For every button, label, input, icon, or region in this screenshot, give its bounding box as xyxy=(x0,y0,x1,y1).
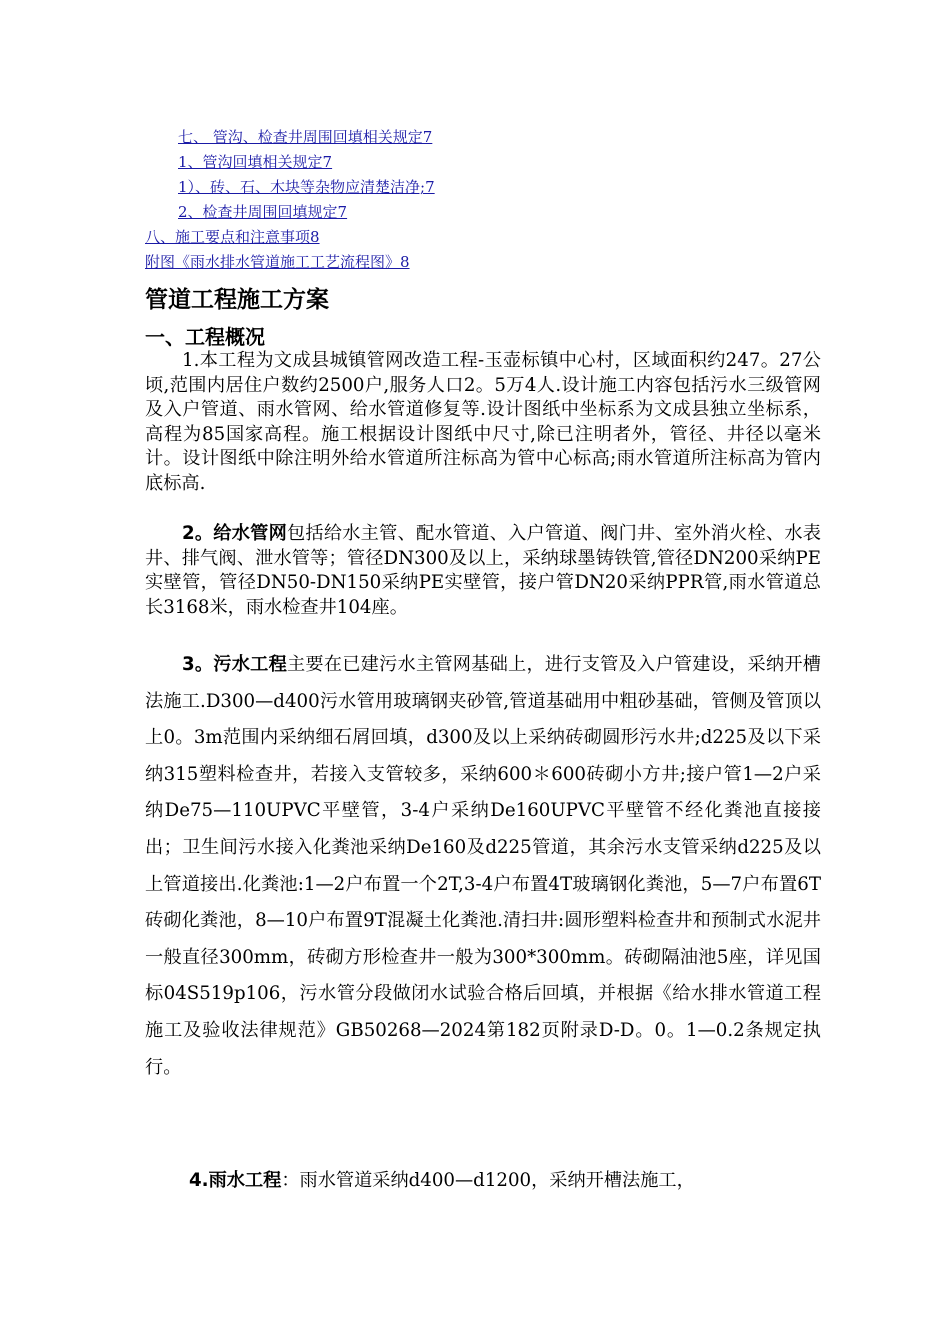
paragraph-rainwater-text: ：雨水管道采纳d400—d1200，采纳开槽法施工， xyxy=(281,1170,695,1191)
paragraph-water-supply-lead: 2。给水管网 xyxy=(182,523,287,544)
paragraph-overview xyxy=(145,349,821,496)
toc-entry-7-1[interactable]: 1、管沟回填相关规定7 xyxy=(178,153,333,171)
paragraph-sewage-lead: 3。污水工程 xyxy=(182,654,287,675)
paragraph-water-supply xyxy=(145,522,821,620)
paragraph-rainwater-lead: 4.雨水工程 xyxy=(189,1170,282,1191)
toc-entry-8[interactable]: 八、施工要点和注意事项8 xyxy=(145,228,320,246)
toc-entry-7-1-1[interactable]: 1）、砖、石、木块等杂物应清楚洁净;7 xyxy=(178,178,435,196)
paragraph-sewage-text: 主要在已建污水主管网基础上，进行支管及入户管建设，采纳开槽法施工.D300—d400污水管用玻璃钢夹砂管,管道基础用中粗砂基础，管侧及管顶以上0。3m范围内采纳细石屑回填，d300及以上采纳砖砌圆形污水井;d225及以下采纳315塑料检查井，若接入支管较多，采纳600＊600砖砌小方井;接户管1—2户采纳De75—110UPVC平壁管，3-4户采纳De160UPVC平壁管不经化粪池直接接出；卫生间污水接入化粪池采纳De160及d225管道，其余污水支管采纳d225及以上管道接出.化粪池:1—2户布置一个2T,3-4户布置4T玻璃钢化粪池，5—7户布置6T砖砌化粪池，8—10户布置9T混凝土化粪池.清扫井:圆形塑料检查井和预制式水泥井一般直径300mm，砖砌方形检查井一般为300*300mm。砖砌隔油池5座，详见国标04S519p106，污水管分段做闭水试验合格后回填，并根据《给水排水管道工程施工及验收法律规范》GB50268—2024第182页附录D-D。0。1—0.2条规定执行。 xyxy=(145,654,821,1078)
toc-entry-7[interactable]: 七、 管沟、检查井周围回填相关规定7 xyxy=(178,128,433,146)
paragraph-rainwater xyxy=(145,1163,821,1199)
section-heading: 一、工程概况 xyxy=(145,325,265,349)
toc-entry-7-2[interactable]: 2、检查井周围回填规定7 xyxy=(178,203,348,221)
toc-entry-appendix[interactable]: 附图《雨水排水管道施工工艺流程图》8 xyxy=(145,253,410,271)
document-title: 管道工程施工方案 xyxy=(145,287,329,313)
paragraph-sewage xyxy=(145,647,821,1086)
paragraph-water-supply-text: 包括给水主管、配水管道、入户管道、阀门井、室外消火栓、水表井、排气阀、泄水管等；管径DN300及以上，采纳球墨铸铁管,管径DN200采纳PE实壁管，管径DN50-DN150采纳PE实壁管，接户管DN20采纳PPR管,雨水管道总长3168米，雨水检查井104座。 xyxy=(145,523,821,618)
paragraph-overview-text: 1.本工程为文成县城镇管网改造工程-玉壶标镇中心村，区域面积约247。27公顷,范围内居住户数约2500户,服务人口2。5万4人.设计施工内容包括污水三级管网及入户管道、雨水管网、给水管道修复等.设计图纸中坐标系为文成县独立坐标系，高程为85国家高程。施工根据设计图纸中尺寸,除已注明者外，管径、井径以毫米计。设计图纸中除注明外给水管道所注标高为管中心标高;雨水管道所注标高为管内底标高. xyxy=(145,350,821,494)
